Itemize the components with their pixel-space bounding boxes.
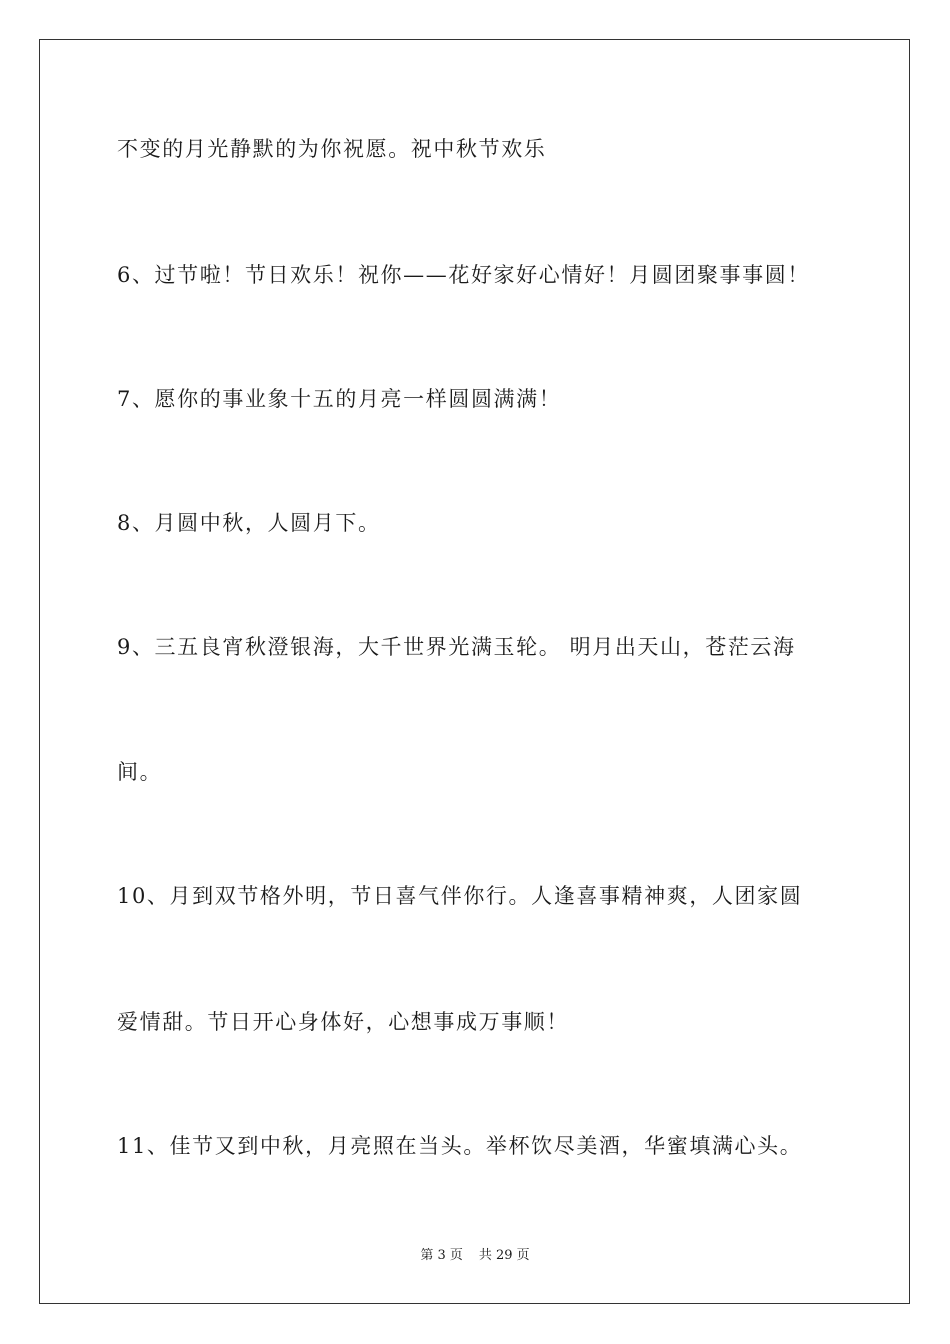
page-footer <box>0 1247 950 1265</box>
text-line: 9、三五良宵秋澄银海，大千世界光满玉轮。 明月出天山，苍茫云海 <box>117 635 796 659</box>
text-line: 6、过节啦！节日欢乐！祝你——花好家好心情好！月圆团聚事事圆！ <box>117 263 810 287</box>
text-line: 爱情甜。节日开心身体好，心想事成万事顺！ <box>117 1010 569 1034</box>
text-line: 不变的月光静默的为你祝愿。祝中秋节欢乐 <box>117 137 547 161</box>
text-line: 7、愿你的事业象十五的月亮一样圆圆满满！ <box>117 387 562 411</box>
page-border <box>39 39 910 1304</box>
total-pages: 共 29 页 <box>478 1248 530 1263</box>
text-line: 11、佳节又到中秋，月亮照在当头。举杯饮尽美酒，华蜜填满心头。 <box>117 1134 803 1158</box>
text-line: 间。 <box>117 760 163 784</box>
current-page-number: 第 3 页 <box>420 1248 463 1263</box>
text-line: 10、月到双节格外明，节日喜气伴你行。人逢喜事精神爽，人团家圆 <box>117 884 803 908</box>
text-line: 8、月圆中秋，人圆月下。 <box>117 511 381 535</box>
